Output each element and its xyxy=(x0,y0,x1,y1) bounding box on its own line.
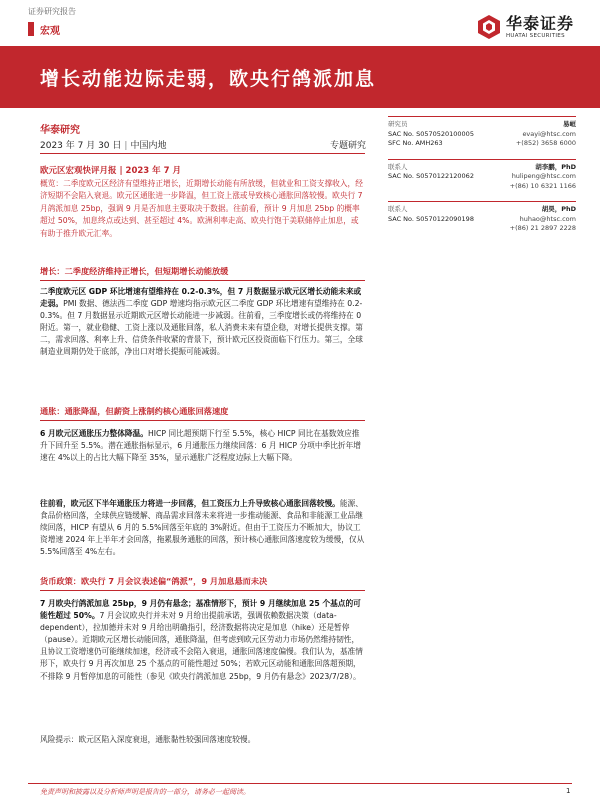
report-type: 专题研究 xyxy=(330,141,367,151)
growth-lead: 二季度欧元区 GDP 环比增速有望维持在 0.2-0.3%，但 7 月数据显示欧元区增长动能未来或走弱。 xyxy=(40,287,362,309)
analyst-role: 研究员 xyxy=(388,120,408,128)
sfc-number: AMH263 xyxy=(415,139,443,147)
logo-cn-text: 华泰证券 xyxy=(505,14,574,33)
analyst-name: 胡昊，PhD xyxy=(541,205,576,213)
sac-label: SAC No. xyxy=(388,129,414,138)
policy-body: 7 月会议欧央行并未对 9 月给出提前承诺，强调依赖数据决策（data-dependent），拉加德并未对 9 月给出明确指引，经济数据将决定是加息（hike）还是暂停（pause）。近期欧元区增长动能回落，通胀降温，但考虑到欧元区劳动力市场仍然维持韧性，且协议工资增速仍可能继续加速，经济或不会陷入衰退，通胀回落速度偏慢。我们认为，基准情形下，欧央行 9 月再次加息 25 个基点的可能性超过 50%；若欧元区动能和通胀回落超预期，不排除 9 月暂停加息的可能性（参见《欧央行鸽派加息 25bp，9 月仍有悬念》2023/7/28）。 xyxy=(40,611,363,681)
category-marker xyxy=(28,22,34,36)
sac-number: S0570122090198 xyxy=(416,214,474,223)
analyst-card xyxy=(388,159,576,192)
inflation-lead: 6 月欧元区通胀压力整体降温。 xyxy=(40,429,148,438)
report-date: 2023 年 7 月 30 日 xyxy=(40,141,122,151)
logo-en-text: HUATAI SECURITIES xyxy=(505,33,565,39)
report-meta: 2023 年 7 月 30 日 | 中国内地 xyxy=(40,141,167,151)
sac-number: S0570122120062 xyxy=(416,172,474,180)
outlook-paragraph xyxy=(40,498,365,558)
report-region: 中国内地 xyxy=(130,141,167,151)
growth-body: PMI 数据、德法西二季度 GDP 增速均指示欧元区二季度 GDP 环比增速有望维持在 0.2-0.3%。但 7 月数据显示近期欧元区增长动能进一步减弱。往前看，三季度增长或仍将维持在 0 附近。第一，就业稳健、工资上涨以及通胀回落，私人消费未来有望企稳，对增长提供支撑。第二，需求回落、利率上升、信贷条件收紧的背景下，预计欧元区投资面临下行压力。第三，全球制造业周期仍处于底部，净出口对增长提振可能减弱。 xyxy=(40,299,363,357)
inflation-paragraph xyxy=(40,428,365,464)
analyst-email[interactable]: hulipeng@htsc.com xyxy=(511,172,576,180)
section-heading-inflation: 通胀：通胀降温，但薪资上涨制约核心通胀回落速度 xyxy=(40,406,365,421)
category-label: 宏观 xyxy=(40,26,60,37)
analyst-role: 联系人 xyxy=(388,162,408,171)
company-logo xyxy=(476,14,574,40)
inflation-body: HICP 同比超预期下行至 5.5%，核心 HICP 同比在基数效应推升下回升至 5.5%。潜在通胀指标显示，6 月通胀压力继续回落：6 月 HICP 分项中季比折年增速在 4%以上的占比大幅下降至 35%，显示通胀广泛程度边际上大幅下降。 xyxy=(40,429,361,463)
summary-heading: 欧元区宏观快评月报 | 2023 年 7 月 xyxy=(40,166,181,176)
doc-label: 证券研究报告 xyxy=(28,7,76,16)
analyst-name: 易峘 xyxy=(563,120,576,128)
huatai-logo-icon xyxy=(476,14,502,40)
footer-divider xyxy=(28,783,572,784)
summary-text: 概览：二季度欧元区经济有望维持正增长，近期增长动能有所放缓，但就业和工资支撑收入，经济短期不会陷入衰退。欧元区通胀进一步降温，但工资上涨或导致核心通胀回落较慢。欧央行 7 月鸽派加息 25bp，强调 9 月是否加息主要取决于数据。往前看，预计 9 月加息 25bp 的概率超过 50%，加息终点或达到、甚至超过 4%。欧洲利率走高、欧央行饱于美联储停止加息，或有助于推升欧元汇率。 xyxy=(40,179,363,238)
report-title: 增长动能边际走弱，欧央行鸽派加息 xyxy=(40,68,377,90)
analyst-card xyxy=(388,201,576,234)
policy-lead: 7 月欧央行鸽派加息 25bp，9 月仍有悬念；基准情形下，预计 9 月继续加息 25 个基点的可能性超过 50%。 xyxy=(40,599,361,621)
org-name: 华泰研究 xyxy=(40,125,80,136)
section-heading-policy: 货币政策：欧央行 7 月会议表述偏“鸽派”，9 月加息悬而未决 xyxy=(40,576,365,591)
outlook-lead: 往前看，欧元区下半年通胀压力将进一步回落，但工资压力上升导致核心通胀回落较慢。 xyxy=(40,499,340,508)
sac-label: SAC No. xyxy=(388,214,414,223)
section-heading-growth: 增长：二季度经济维持正增长，但短期增长动能放缓 xyxy=(40,266,365,281)
analyst-email[interactable]: huhao@htsc.com xyxy=(519,214,576,223)
growth-paragraph xyxy=(40,286,365,359)
analyst-panel xyxy=(388,116,576,244)
risk-note: 风险提示：欧元区陷入深度衰退，通胀黏性较强回落速度较慢。 xyxy=(40,735,256,744)
sfc-label: SFC No. xyxy=(388,139,414,147)
sac-label: SAC No. xyxy=(388,172,414,180)
page-number: 1 xyxy=(566,787,571,795)
outlook-body: 能源、食品价格回落，全球供应链缓解、商品需求回落未来将进一步推动能源、食品和非能源工业品继续回落，HICP 有望从 6 月的 5.5%回落至年底的 3%附近。但由于工资压力不断加大，协议工资增速 2024 年上半年才会回落，拖累服务通胀的回落，预计核心通胀回落速度较为缓慢，仅从 5.5%回落至 4%左右。 xyxy=(40,499,365,557)
policy-paragraph xyxy=(40,598,365,683)
analyst-phone: +(852) 3658 6000 xyxy=(515,139,576,147)
analyst-role: 联系人 xyxy=(388,205,408,213)
analyst-phone: +(86) 10 6321 1166 xyxy=(509,181,576,190)
sac-number: S0570520100005 xyxy=(416,129,474,138)
analyst-card xyxy=(388,116,576,149)
analyst-name: 胡李鹏，PhD xyxy=(535,162,576,171)
analyst-email[interactable]: evayi@htsc.com xyxy=(522,129,576,138)
footer-disclaimer: 免责声明和披露以及分析师声明是报告的一部分，请务必一起阅读。 xyxy=(40,788,250,796)
analyst-phone: +(86) 21 2897 2228 xyxy=(509,224,576,232)
meta-divider xyxy=(40,153,365,154)
